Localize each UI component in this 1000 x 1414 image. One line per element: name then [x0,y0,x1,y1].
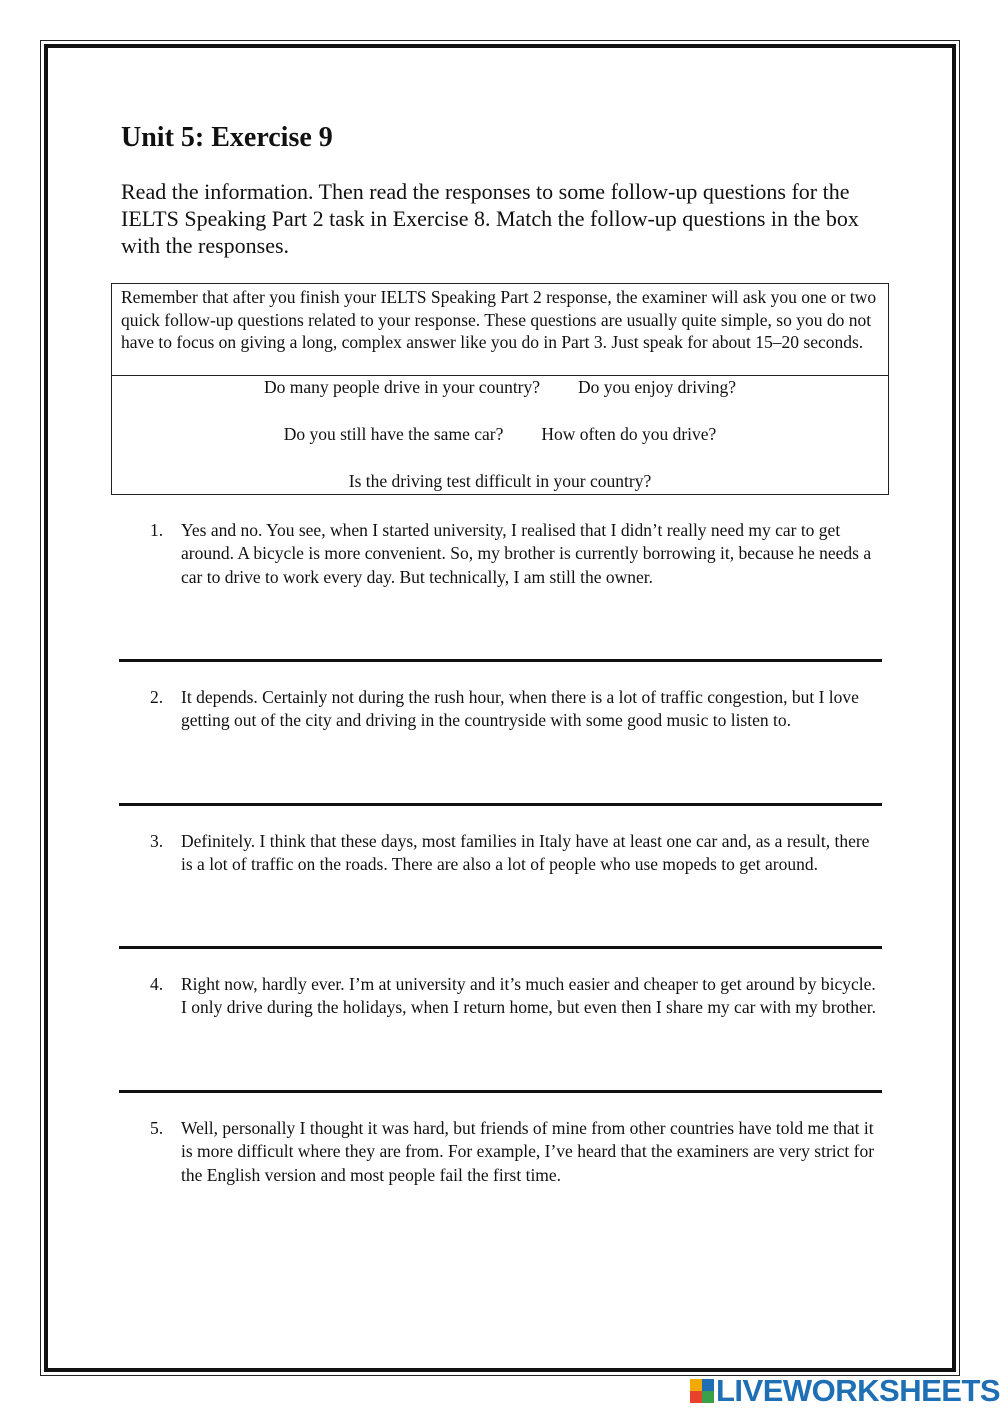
response-text: Yes and no. You see, when I started university, I realised that I didn’t really need my car to get around. A bicycle is more convenient. So, my brother is currently borrowing it, because he needs a car to drive to work every day. But technically, I am still the owner. [181,520,872,587]
response-item-1 [150,519,878,589]
question-option: Do you enjoy driving? [578,377,736,397]
page-title: Unit 5: Exercise 9 [121,122,333,153]
instructions: Read the information. Then read the responses to some follow-up questions for the IELTS Speaking Part 2 task in Exercise 8. Match the follow-up questions in the box with the responses. [121,179,859,258]
info-box [111,283,889,495]
response-item-2 [150,686,878,733]
info-box-text: Remember that after you finish your IELTS Speaking Part 2 response, the examiner will ask you one or two quick follow-up questions related to your response. These questions are usually quite simple, so you do not have to focus on giving a long, complex answer like you do in Part 3. Just speak for about 15–20 seconds. [112,284,888,376]
response-number: 4. [150,974,164,994]
question-option: Do many people drive in your country? [263,377,541,397]
response-text: Right now, hardly ever. I’m at university and it’s much easier and cheaper to get around by bicycle. I only drive during the holidays, when I return home, but even then I share my car with my brother. [181,974,876,1018]
answer-line-2[interactable] [119,803,882,806]
liveworksheets-brand [690,1373,1000,1409]
response-number: 3. [150,831,164,851]
brand-text: LIVEWORKSHEETS [716,1373,1000,1408]
question-option: Do you still have the same car? [283,424,504,444]
logo-square [702,1379,714,1391]
response-number: 2. [150,687,164,707]
logo-square [690,1379,702,1391]
logo-square [702,1391,714,1403]
response-item-4 [150,973,878,1020]
question-option: How often do you drive? [541,424,717,444]
response-text: Well, personally I thought it was hard, but friends of mine from other countries have told me that it is more difficult where they are from. For example, I’ve heard that the examiners are very strict for the English version and most people fail the first time. [181,1118,875,1185]
response-number: 1. [150,520,164,540]
response-item-5 [150,1117,878,1187]
liveworksheets-logo-icon [690,1379,714,1403]
answer-line-1[interactable] [119,659,882,662]
response-text: It depends. Certainly not during the rush hour, when there is a lot of traffic congestion, but I love getting out of the city and driving in the countryside with some good music to listen to. [181,687,859,731]
question-row [112,376,888,398]
answer-line-4[interactable] [119,1090,882,1093]
response-text: Definitely. I think that these days, most families in Italy have at least one car and, as a result, there is a lot of traffic on the roads. There are also a lot of people who use mopeds to get around. [181,831,870,875]
question-row [112,470,888,492]
answer-line-3[interactable] [119,946,882,949]
response-item-3 [150,830,878,877]
logo-square [690,1391,702,1403]
question-option: Is the driving test difficult in your country? [348,471,652,491]
question-row [112,423,888,445]
response-number: 5. [150,1118,164,1138]
